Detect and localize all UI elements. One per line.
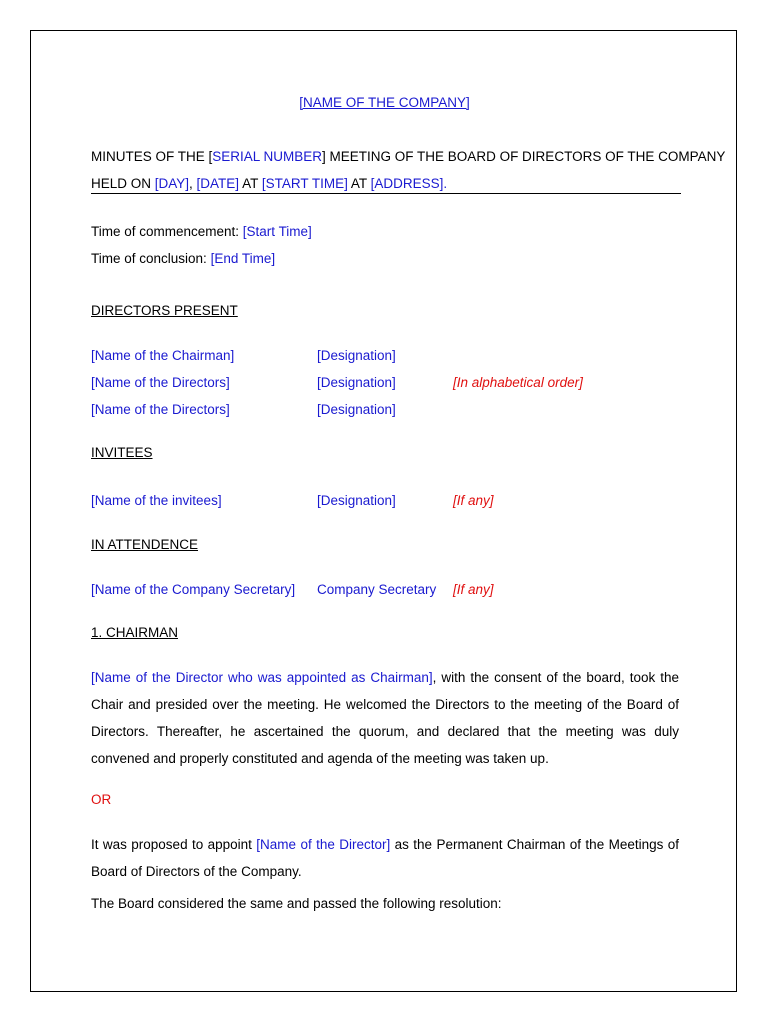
heading-text: AT — [347, 176, 371, 191]
director-designation: [Designation] — [317, 402, 396, 417]
invitee-designation: [Designation] — [317, 493, 396, 508]
time-of-commencement — [91, 223, 312, 241]
date-placeholder: [DATE] — [196, 176, 240, 191]
invitees-heading: INVITEES — [91, 445, 153, 460]
heading-text: ] MEETING OF THE BOARD OF DIRECTORS OF THE COMPANY — [322, 149, 726, 164]
company-name-title: [NAME OF THE COMPANY] — [299, 95, 470, 110]
serial-number-placeholder: SERIAL NUMBER — [212, 149, 323, 164]
heading-text: HELD ON — [91, 176, 155, 191]
chairman-director-placeholder: [Name of the Director who was appointed as Chairman] — [91, 670, 433, 685]
address-placeholder: [ADDRESS]. — [370, 176, 448, 191]
director-name: [Name of the Directors] — [91, 375, 230, 390]
time-of-conclusion — [91, 250, 275, 268]
heading-underline-rule — [91, 193, 681, 194]
invitee-name: [Name of the invitees] — [91, 493, 222, 508]
director-designation: [Designation] — [317, 375, 396, 390]
minutes-heading-line-2 — [91, 175, 447, 193]
company-secretary-name: [Name of the Company Secretary] — [91, 582, 296, 597]
commencement-label: Time of commencement: — [91, 224, 243, 239]
heading-text: MINUTES OF THE [ — [91, 149, 213, 164]
conclusion-label: Time of conclusion: — [91, 251, 211, 266]
start-time-placeholder: [START TIME] — [261, 176, 348, 191]
start-time-value: [Start Time] — [242, 224, 312, 239]
director-designation: [Designation] — [317, 348, 396, 363]
resolution-intro: The Board considered the same and passed the following resolution: — [91, 896, 502, 911]
company-secretary-designation: Company Secretary — [317, 582, 437, 597]
day-placeholder: [DAY] — [154, 176, 190, 191]
or-separator: OR — [91, 792, 112, 807]
director-name: [Name of the Directors] — [91, 402, 230, 417]
if-any-note: [If any] — [453, 582, 494, 597]
director-name: [Name of the Chairman] — [91, 348, 235, 363]
director-name-placeholder: [Name of the Director] — [256, 837, 391, 852]
chairman-section-heading: 1. CHAIRMAN — [91, 625, 179, 640]
permanent-chairman-paragraph — [91, 831, 679, 885]
document-page — [30, 30, 737, 992]
if-any-note: [If any] — [453, 493, 494, 508]
end-time-value: [End Time] — [210, 251, 276, 266]
in-attendance-heading: IN ATTENDENCE — [91, 537, 199, 552]
paragraph-text: It was proposed to appoint — [91, 837, 257, 852]
minutes-heading-line-1 — [91, 148, 725, 166]
chairman-paragraph — [91, 664, 679, 772]
paragraph-text: , with the consent of the board, took the Chair and presided over the meeting. He welcomed the Directors to the meeting of the Board of Directors. Thereafter, he ascertained the quorum, and declared that the meeting was duly convened and properly constituted and agenda of the meeting was taken up. — [91, 670, 679, 766]
paragraph-text: as the Permanent Chairman of the Meetings of Board of Directors of the Company. — [91, 837, 680, 879]
alphabetical-order-note: [In alphabetical order] — [453, 375, 583, 390]
directors-present-heading: DIRECTORS PRESENT — [91, 303, 238, 318]
heading-text: , — [189, 176, 197, 191]
heading-text: AT — [239, 176, 262, 191]
